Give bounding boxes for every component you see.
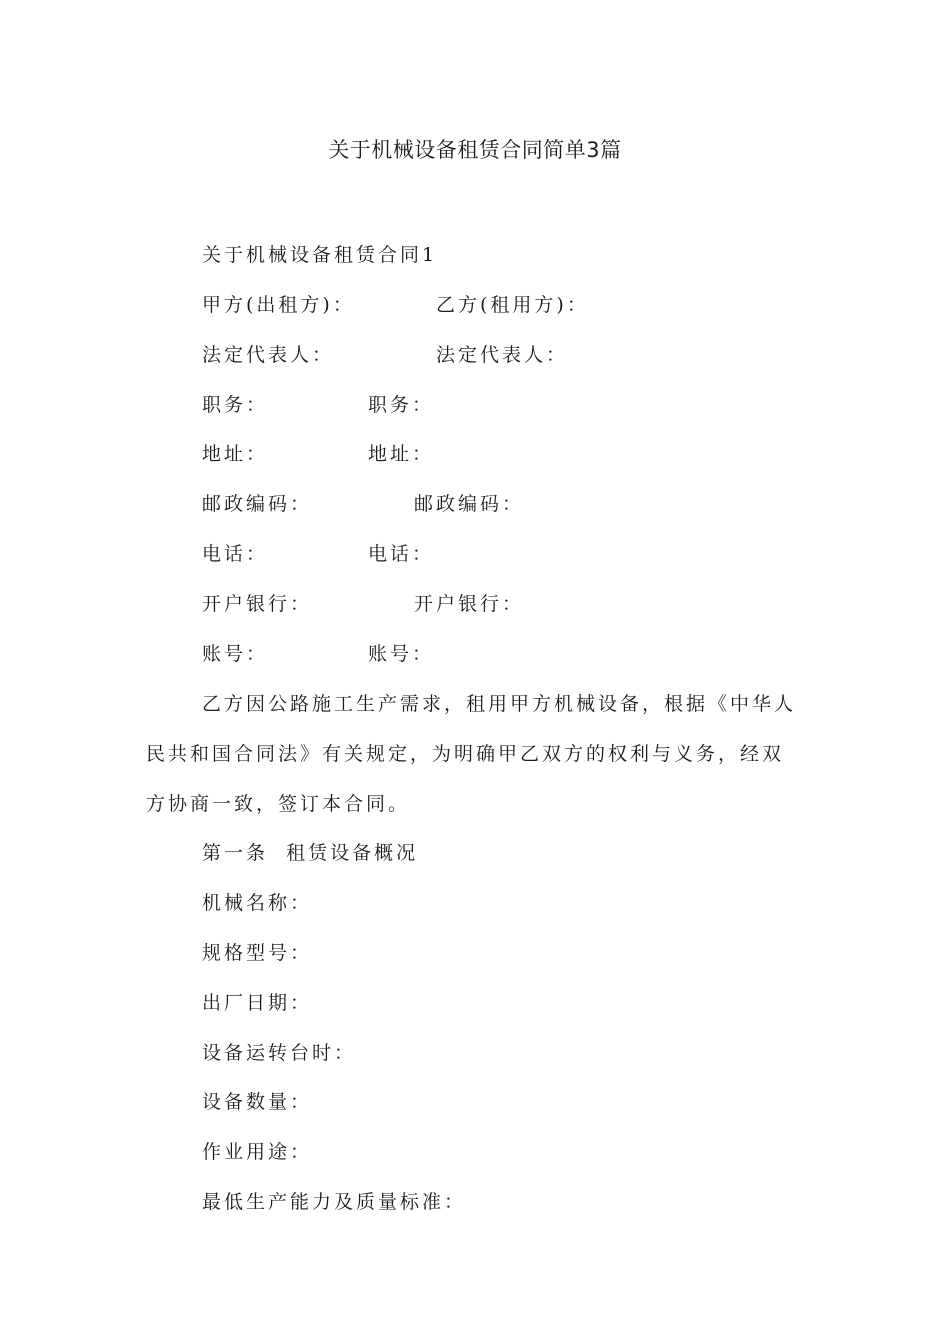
party-b-representative: 法定代表人： <box>436 344 569 366</box>
party-row-7 <box>202 589 525 616</box>
party-row-5 <box>202 489 525 516</box>
party-b-address: 地址： <box>368 443 435 465</box>
field-model: 规格型号： <box>202 942 313 964</box>
intro-paragraph-line-1: 乙方因公路施工生产需求，租用甲方机械设备，根据《中华人 <box>202 693 797 715</box>
field-operating-hours: 设备运转台时： <box>202 1042 357 1064</box>
intro-paragraph-line-3: 方协商一致，签订本合同。 <box>146 793 411 815</box>
party-row-8 <box>202 639 435 666</box>
party-a-account: 账号： <box>202 643 269 665</box>
party-row-2 <box>202 340 569 367</box>
party-a-label: 甲方(出租方)： <box>202 294 355 316</box>
party-a-phone: 电话： <box>202 543 269 565</box>
field-quantity: 设备数量： <box>202 1091 313 1113</box>
party-b-account: 账号： <box>368 643 435 665</box>
party-b-postcode: 邮政编码： <box>414 493 525 515</box>
intro-paragraph-line-2: 民共和国合同法》有关规定，为明确甲乙双方的权利与义务，经双 <box>146 743 785 765</box>
party-b-position: 职务： <box>368 394 435 416</box>
party-row-6 <box>202 539 435 566</box>
field-machine-name: 机械名称： <box>202 892 313 914</box>
party-a-postcode: 邮政编码： <box>202 493 313 515</box>
field-capacity-standard: 最低生产能力及质量标准： <box>202 1191 467 1213</box>
party-a-address: 地址： <box>202 443 269 465</box>
party-row-3 <box>202 390 435 417</box>
party-a-position: 职务： <box>202 394 269 416</box>
party-row-1 <box>202 290 589 317</box>
party-b-phone: 电话： <box>368 543 435 565</box>
party-row-4 <box>202 439 435 466</box>
party-b-bank: 开户银行： <box>414 593 525 615</box>
section-heading: 关于机械设备租赁合同1 <box>202 244 438 266</box>
party-b-label: 乙方(租用方)： <box>436 294 589 316</box>
field-manufacture-date: 出厂日期： <box>202 992 313 1014</box>
article-1-heading: 第一条 租赁设备概况 <box>202 842 419 864</box>
field-usage: 作业用途： <box>202 1141 313 1163</box>
document-title: 关于机械设备租赁合同简单3篇 <box>328 138 622 162</box>
party-a-representative: 法定代表人： <box>202 344 335 366</box>
party-a-bank: 开户银行： <box>202 593 313 615</box>
